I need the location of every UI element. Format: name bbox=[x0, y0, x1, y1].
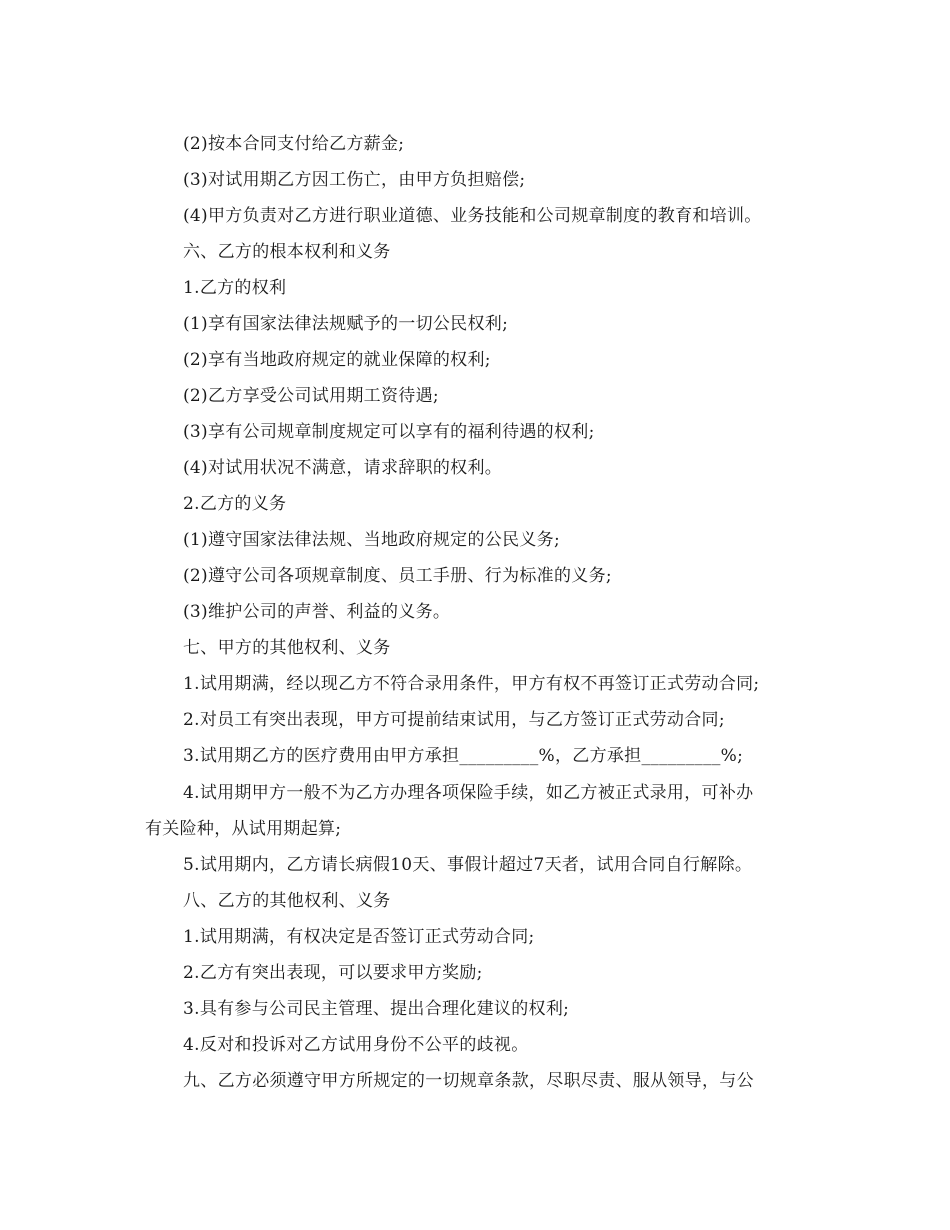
text-line: 1.试用期满，经以现乙方不符合录用条件，甲方有权不再签订正式劳动合同; bbox=[183, 674, 760, 694]
text-line: (3)对试用期乙方因工伤亡，由甲方负担赔偿; bbox=[183, 170, 526, 190]
text-line: (4)甲方负责对乙方进行职业道德、业务技能和公司规章制度的教育和培训。 bbox=[183, 206, 762, 226]
text-line: (2)乙方享受公司试用期工资待遇; bbox=[183, 386, 439, 406]
text-line: (2)按本合同支付给乙方薪金; bbox=[183, 134, 405, 154]
text-line: 4.反对和投诉对乙方试用身份不公平的歧视。 bbox=[183, 1035, 529, 1055]
text-line: 有关险种，从试用期起算; bbox=[145, 819, 342, 839]
subsection-heading: 2.乙方的义务 bbox=[183, 494, 287, 514]
text-line: 3.试用期乙方的医疗费用由甲方承担_________%，乙方承担_________%; bbox=[183, 746, 744, 766]
subsection-heading: 1.乙方的权利 bbox=[183, 278, 287, 298]
section-heading: 七、甲方的其他权利、义务 bbox=[183, 638, 391, 658]
text-line: (4)对试用状况不满意，请求辞职的权利。 bbox=[183, 458, 503, 478]
section-heading: 九、乙方必须遵守甲方所规定的一切规章条款，尽职尽责、服从领导，与公 bbox=[183, 1071, 754, 1091]
text-line: 4.试用期甲方一般不为乙方办理各项保险手续，如乙方被正式录用，可补办 bbox=[183, 783, 754, 803]
text-line: 3.具有参与公司民主管理、提出合理化建议的权利; bbox=[183, 999, 570, 1019]
text-line: (3)享有公司规章制度规定可以享有的福利待遇的权利; bbox=[183, 422, 595, 442]
text-line: 1.试用期满，有权决定是否签订正式劳动合同; bbox=[183, 927, 535, 947]
text-line: (2)享有当地政府规定的就业保障的权利; bbox=[183, 350, 491, 370]
text-line: (1)享有国家法律法规赋予的一切公民权利; bbox=[183, 314, 509, 334]
text-line: 2.对员工有突出表现，甲方可提前结束试用，与乙方签订正式劳动合同; bbox=[183, 710, 725, 730]
text-line: (1)遵守国家法律法规、当地政府规定的公民义务; bbox=[183, 530, 561, 550]
text-line: 2.乙方有突出表现，可以要求甲方奖励; bbox=[183, 963, 483, 983]
text-line: 5.试用期内，乙方请长病假10天、事假计超过7天者，试用合同自行解除。 bbox=[183, 855, 753, 875]
text-line: (3)维护公司的声誉、利益的义务。 bbox=[183, 602, 451, 622]
section-heading: 六、乙方的根本权利和义务 bbox=[183, 242, 391, 262]
section-heading: 八、乙方的其他权利、义务 bbox=[183, 891, 391, 911]
text-line: (2)遵守公司各项规章制度、员工手册、行为标准的义务; bbox=[183, 566, 612, 586]
